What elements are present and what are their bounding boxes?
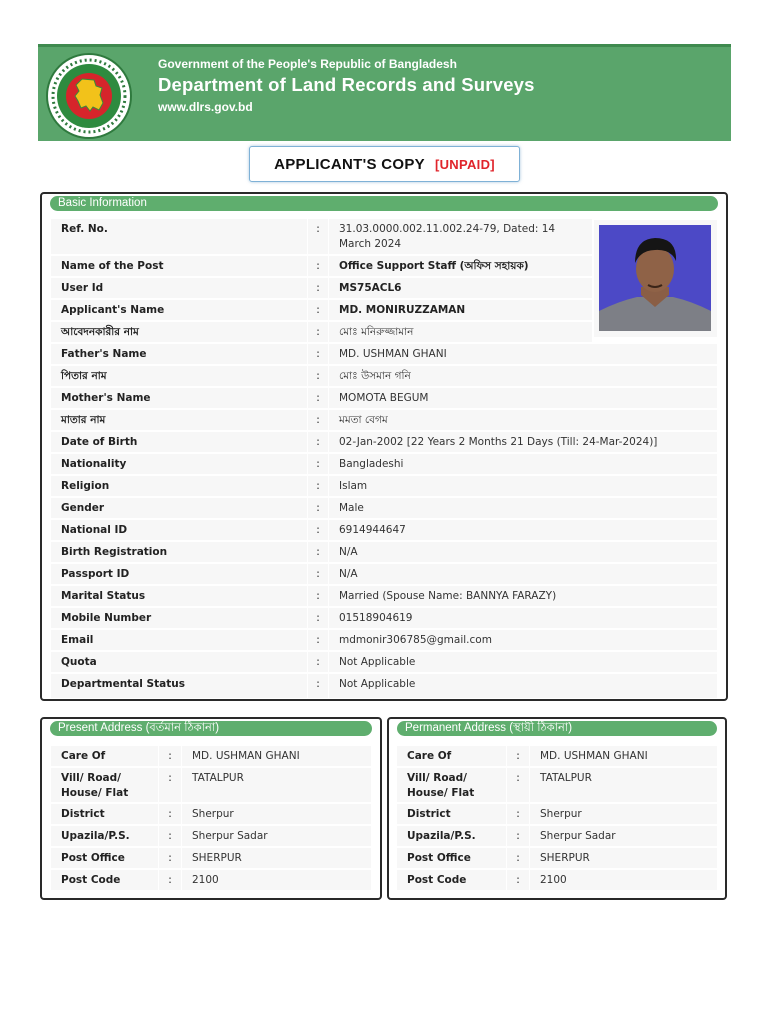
field-separator: :	[308, 388, 328, 408]
table-row	[397, 869, 717, 891]
field-separator: :	[159, 870, 181, 890]
copy-title: APPLICANT'S COPY	[274, 155, 425, 173]
field-separator: :	[507, 826, 529, 846]
field-separator: :	[308, 219, 328, 254]
field-value: 2100	[182, 870, 371, 890]
field-separator: :	[308, 344, 328, 364]
field-label: Quota	[51, 652, 307, 672]
field-label: পিতার নাম	[51, 366, 307, 386]
table-row	[51, 343, 717, 365]
field-separator: :	[159, 746, 181, 766]
field-value: Islam	[329, 476, 717, 496]
table-row	[397, 847, 717, 869]
field-separator: :	[308, 586, 328, 606]
field-label: আবেদনকারীর নাম	[51, 322, 307, 342]
present-address-table	[51, 745, 371, 893]
field-label: Post Code	[397, 870, 506, 890]
table-row	[51, 825, 371, 847]
field-value: 6914944647	[329, 520, 717, 540]
table-row	[51, 365, 717, 387]
department-name: Department of Land Records and Surveys	[158, 74, 535, 95]
field-value: Not Applicable	[329, 674, 717, 698]
table-row	[397, 745, 717, 767]
field-value: 31.03.0000.002.11.002.24-79, Dated: 14 March 2024	[329, 219, 592, 254]
field-label: Care Of	[51, 746, 158, 766]
field-value: Sherpur Sadar	[182, 826, 371, 846]
basic-information-heading: Basic Information	[50, 196, 718, 211]
table-row	[51, 767, 371, 803]
field-value: MS75ACL6	[329, 278, 592, 298]
field-label: Marital Status	[51, 586, 307, 606]
table-row	[51, 218, 717, 255]
basic-information-table	[51, 218, 717, 692]
field-separator: :	[308, 366, 328, 386]
field-label: Post Code	[51, 870, 158, 890]
table-row	[51, 745, 371, 767]
table-row	[51, 673, 717, 699]
table-row	[397, 803, 717, 825]
table-row	[51, 475, 717, 497]
field-separator: :	[507, 870, 529, 890]
field-value: MD. USHMAN GHANI	[182, 746, 371, 766]
field-value: Office Support Staff (অফিস সহায়ক)	[329, 256, 592, 276]
table-row	[51, 803, 371, 825]
field-separator: :	[308, 542, 328, 562]
field-label: Ref. No.	[51, 219, 307, 254]
field-value: 2100	[530, 870, 717, 890]
field-label: Mobile Number	[51, 608, 307, 628]
field-separator: :	[308, 674, 328, 698]
field-label: National ID	[51, 520, 307, 540]
table-row	[51, 629, 717, 651]
table-row	[397, 767, 717, 803]
table-row	[51, 321, 717, 343]
field-separator: :	[507, 746, 529, 766]
field-value: 02-Jan-2002 [22 Years 2 Months 21 Days (Till: 24-Mar-2024)]	[329, 432, 717, 452]
table-row	[51, 497, 717, 519]
field-label: মাতার নাম	[51, 410, 307, 430]
field-value: N/A	[329, 564, 717, 584]
field-separator: :	[507, 848, 529, 868]
field-value: Sherpur	[530, 804, 717, 824]
field-label: Post Office	[51, 848, 158, 868]
table-row	[51, 277, 717, 299]
field-label: Upazila/P.S.	[397, 826, 506, 846]
table-row	[397, 825, 717, 847]
field-separator: :	[308, 432, 328, 452]
table-row	[51, 869, 371, 891]
table-row	[51, 607, 717, 629]
field-label: User Id	[51, 278, 307, 298]
field-label: Birth Registration	[51, 542, 307, 562]
field-value: TATALPUR	[530, 768, 717, 802]
table-row	[51, 453, 717, 475]
field-value: MOMOTA BEGUM	[329, 388, 717, 408]
field-value: Married (Spouse Name: BANNYA FARAZY)	[329, 586, 717, 606]
table-row	[51, 541, 717, 563]
field-label: Passport ID	[51, 564, 307, 584]
header-banner	[38, 44, 731, 141]
field-value: মোঃ মনিরুজ্জামান	[329, 322, 592, 342]
present-address-heading: Present Address (বর্তমান ঠিকানা)	[50, 721, 372, 736]
field-value: MD. USHMAN GHANI	[530, 746, 717, 766]
field-label: Post Office	[397, 848, 506, 868]
permanent-address-table	[397, 745, 717, 893]
field-value: N/A	[329, 542, 717, 562]
field-label: Applicant's Name	[51, 300, 307, 320]
field-separator: :	[159, 848, 181, 868]
government-seal-logo	[46, 53, 132, 139]
field-separator: :	[308, 300, 328, 320]
table-row	[51, 299, 717, 321]
table-row	[51, 387, 717, 409]
website-link[interactable]: www.dlrs.gov.bd	[158, 100, 253, 114]
field-label: Date of Birth	[51, 432, 307, 452]
field-label: Religion	[51, 476, 307, 496]
field-value: TATALPUR	[182, 768, 371, 802]
field-label: Gender	[51, 498, 307, 518]
field-separator: :	[308, 322, 328, 342]
field-separator: :	[308, 564, 328, 584]
field-separator: :	[507, 804, 529, 824]
field-separator: :	[308, 608, 328, 628]
field-label: Name of the Post	[51, 256, 307, 276]
field-separator: :	[159, 804, 181, 824]
permanent-address-heading: Permanent Address (স্থায়ী ঠিকানা)	[397, 721, 717, 736]
field-value: SHERPUR	[530, 848, 717, 868]
applicant-copy-badge	[249, 146, 520, 182]
field-separator: :	[507, 768, 529, 802]
table-row	[51, 847, 371, 869]
field-label: Father's Name	[51, 344, 307, 364]
table-row	[51, 409, 717, 431]
field-separator: :	[308, 652, 328, 672]
field-value: Sherpur	[182, 804, 371, 824]
field-separator: :	[308, 410, 328, 430]
field-separator: :	[308, 520, 328, 540]
field-label: Email	[51, 630, 307, 650]
field-value: 01518904619	[329, 608, 717, 628]
field-value: মোঃ উসমান গনি	[329, 366, 717, 386]
table-row	[51, 563, 717, 585]
bangladesh-map-icon	[72, 77, 106, 113]
field-separator: :	[308, 498, 328, 518]
field-label: Vill/ Road/ House/ Flat	[51, 768, 158, 802]
field-label: Care Of	[397, 746, 506, 766]
field-value: mdmonir306785@gmail.com	[329, 630, 717, 650]
field-label: Mother's Name	[51, 388, 307, 408]
table-row	[51, 651, 717, 673]
field-value: Sherpur Sadar	[530, 826, 717, 846]
field-label: District	[51, 804, 158, 824]
field-label: Departmental Status	[51, 674, 307, 698]
field-separator: :	[159, 768, 181, 802]
field-separator: :	[308, 630, 328, 650]
field-label: Upazila/P.S.	[51, 826, 158, 846]
field-value: Male	[329, 498, 717, 518]
field-value: SHERPUR	[182, 848, 371, 868]
field-value: Not Applicable	[329, 652, 717, 672]
field-separator: :	[308, 278, 328, 298]
government-name: Government of the People's Republic of Bangladesh	[158, 57, 457, 71]
table-row	[51, 519, 717, 541]
table-row	[51, 431, 717, 453]
field-separator: :	[308, 256, 328, 276]
field-separator: :	[308, 454, 328, 474]
payment-status: [UNPAID]	[434, 156, 495, 172]
field-value: Bangladeshi	[329, 454, 717, 474]
field-label: Nationality	[51, 454, 307, 474]
table-row	[51, 585, 717, 607]
field-separator: :	[308, 476, 328, 496]
field-value: MD. USHMAN GHANI	[329, 344, 717, 364]
field-value: MD. MONIRUZZAMAN	[329, 300, 592, 320]
field-label: Vill/ Road/ House/ Flat	[397, 768, 506, 802]
table-row	[51, 255, 717, 277]
field-value: মমতা বেগম	[329, 410, 717, 430]
field-label: District	[397, 804, 506, 824]
field-separator: :	[159, 826, 181, 846]
